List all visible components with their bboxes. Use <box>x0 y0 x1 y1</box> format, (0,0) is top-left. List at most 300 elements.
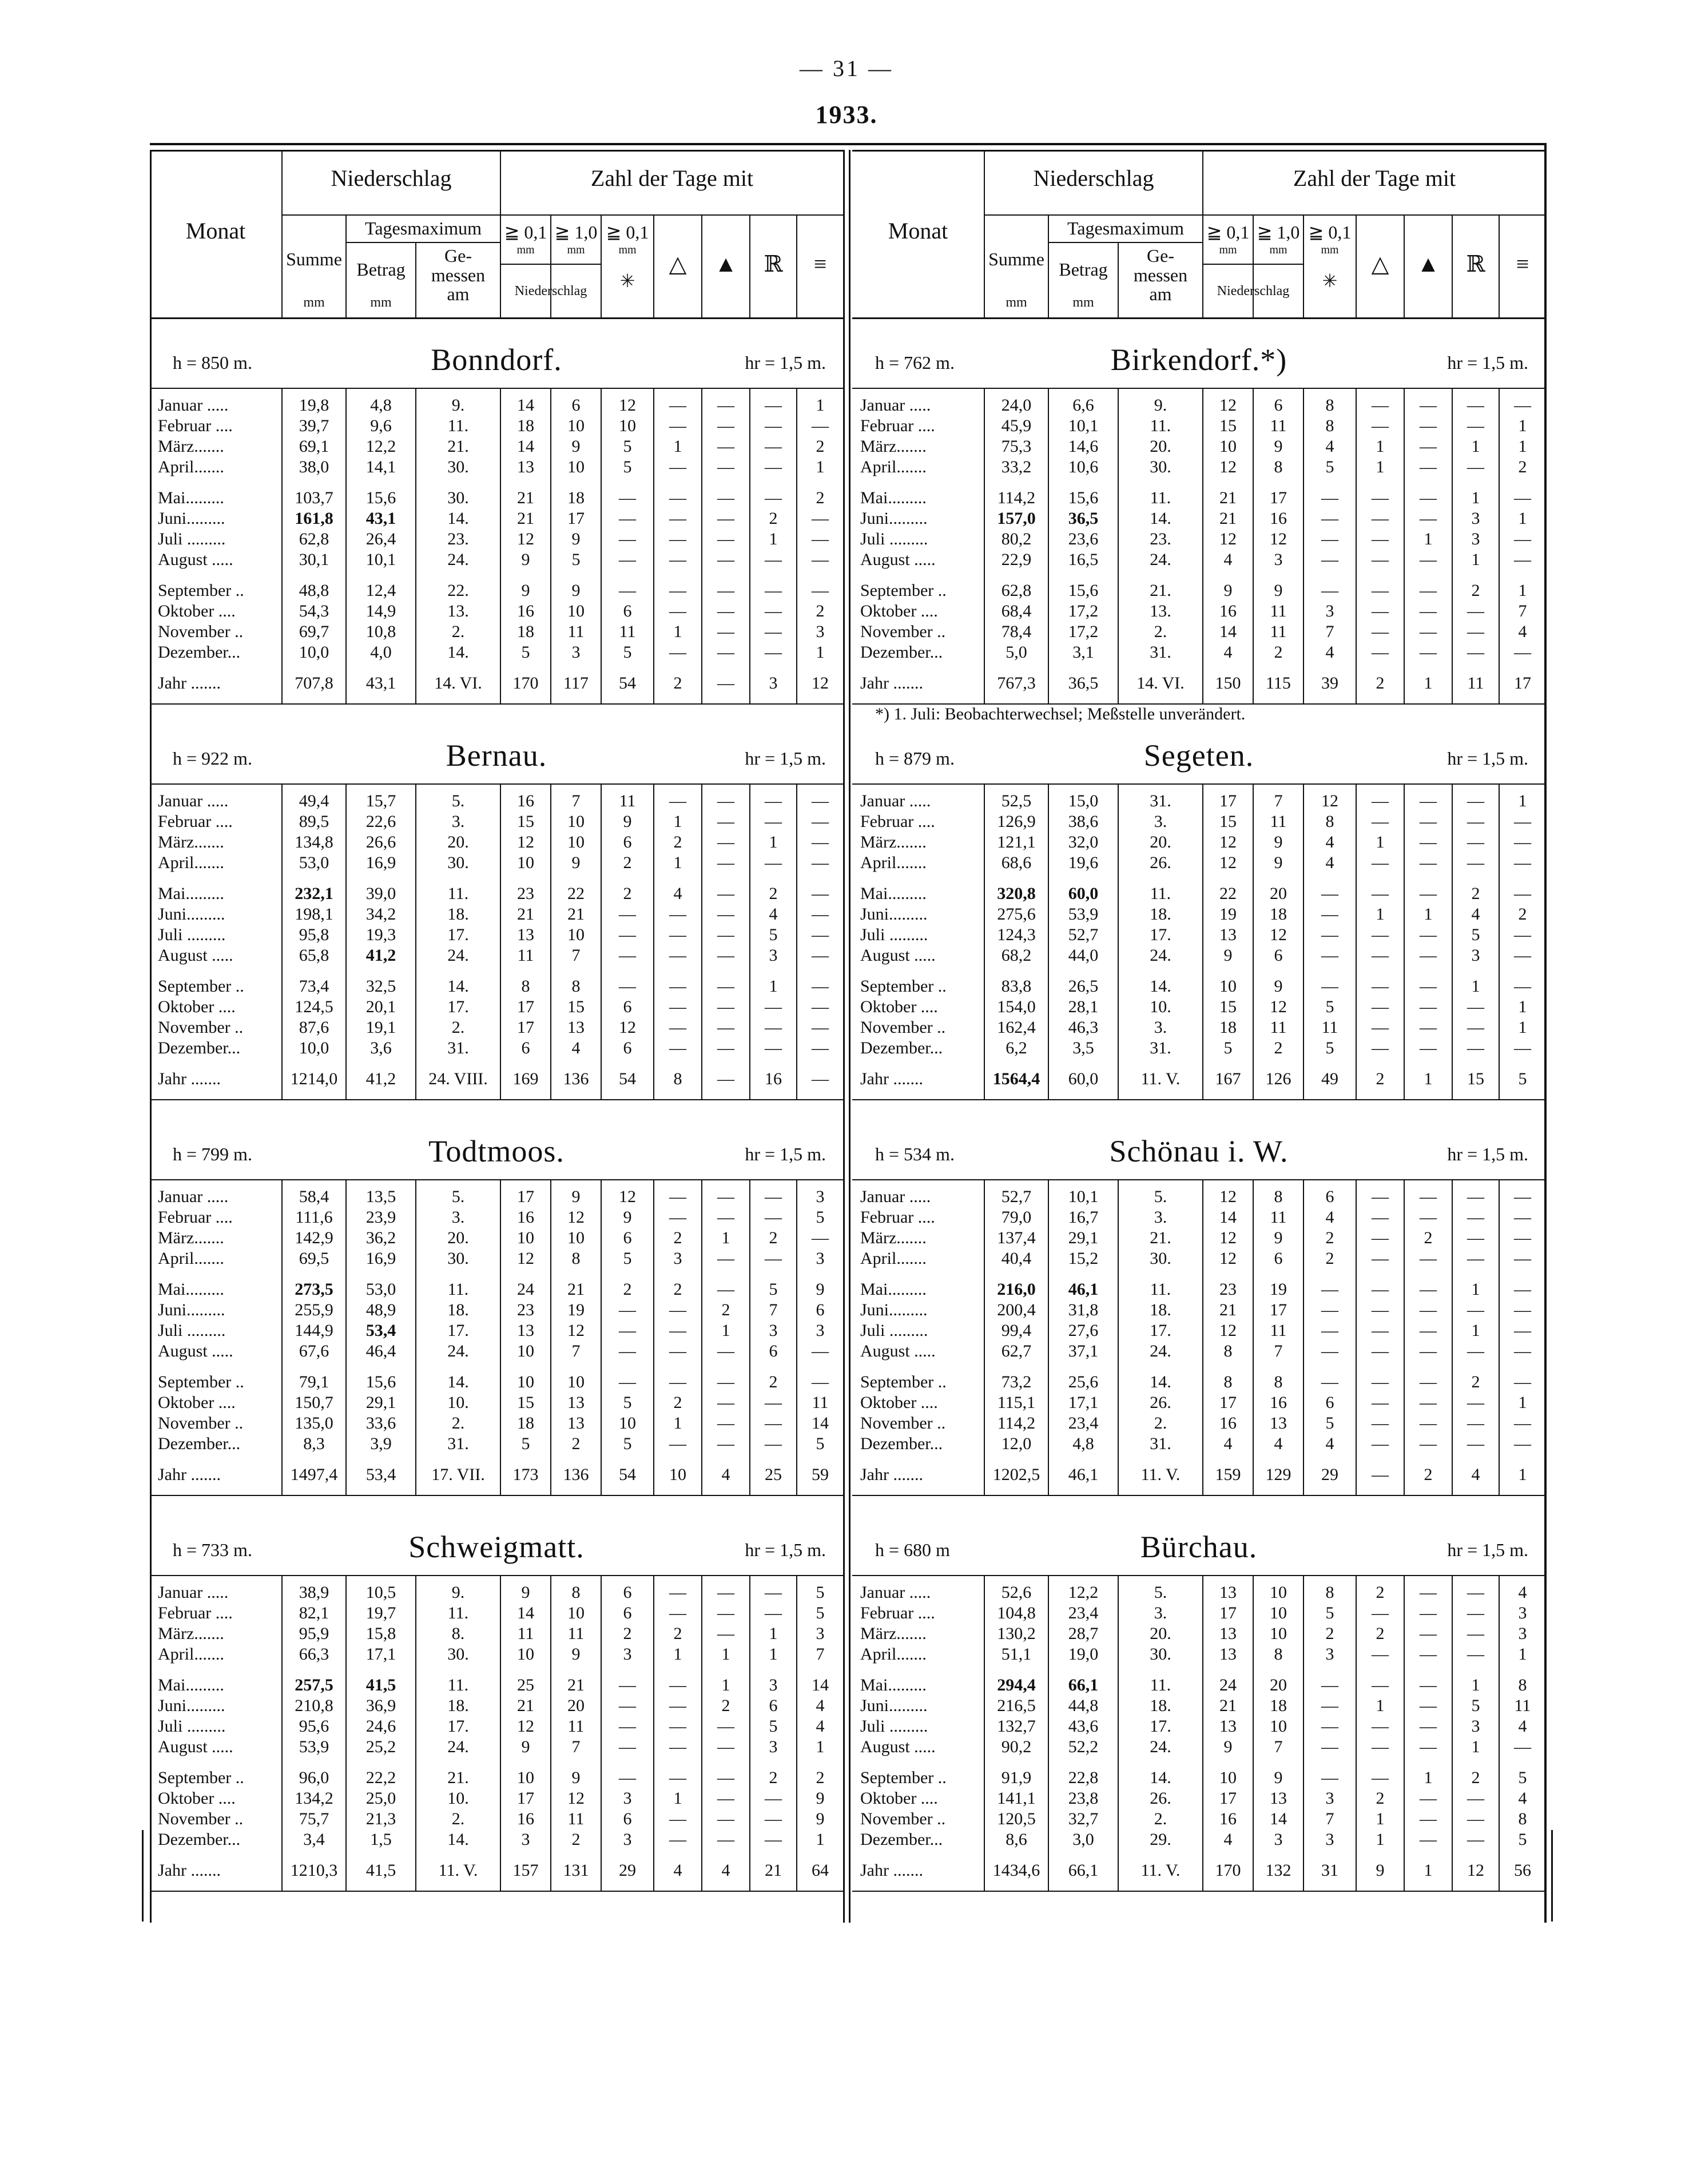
table-row <box>852 1342 1545 1362</box>
table-cell: 25 <box>517 1676 534 1694</box>
station-block <box>852 705 1545 1111</box>
table-cell: 9 <box>571 1645 581 1664</box>
table-cell: 67,6 <box>299 1342 329 1360</box>
table-cell: 255,9 <box>295 1300 333 1319</box>
table-cell: 137,4 <box>997 1228 1036 1247</box>
table-cell: — <box>669 1342 686 1360</box>
table-cell: 1,5 <box>370 1830 392 1849</box>
table-cell: — <box>717 812 734 831</box>
table-cell: 89,5 <box>299 812 329 831</box>
table-cell: 4 <box>1518 1789 1527 1808</box>
table-cell: — <box>765 396 782 415</box>
table-cell: 11 <box>1467 674 1484 693</box>
table-cell: — <box>812 997 829 1016</box>
table-cell: — <box>1420 1321 1437 1340</box>
table-cell: 6 <box>623 833 632 852</box>
table-cell: 20 <box>567 1696 585 1715</box>
table-cell: 9 <box>571 853 581 872</box>
table-cell: 13 <box>567 1393 585 1412</box>
table-row <box>852 1809 1545 1830</box>
table-cell: 6,2 <box>1006 1039 1027 1057</box>
table-cell: 129 <box>1265 1465 1291 1484</box>
table-cell: 4 <box>1518 1583 1527 1602</box>
table-cell: 135,0 <box>295 1414 333 1433</box>
table-cell: 51,1 <box>1001 1645 1032 1664</box>
table-cell: 15,7 <box>365 791 396 810</box>
table-cell: 3 <box>521 1830 530 1849</box>
table-cell: 16 <box>517 602 534 620</box>
table-cell: 5 <box>623 437 632 456</box>
table-cell: 1 <box>1518 791 1527 810</box>
table-cell: 5 <box>623 1249 632 1268</box>
month-label: August ..... <box>158 1342 233 1360</box>
table-cell: 13 <box>1219 1717 1237 1736</box>
table-cell: 6 <box>1274 396 1283 415</box>
month-label: Juli ......... <box>158 925 226 944</box>
table-cell: — <box>717 530 734 548</box>
month-label: Juli ......... <box>860 1321 928 1340</box>
table-cell: 18. <box>1150 1696 1171 1715</box>
table-cell: 2 <box>1471 884 1480 903</box>
table-row <box>852 905 1545 925</box>
table-cell: 65,8 <box>299 946 329 965</box>
table-cell: 54,3 <box>299 602 329 620</box>
table-cell: 5 <box>1518 1768 1527 1787</box>
table-cell: 1 <box>1518 437 1527 456</box>
table-cell: 12 <box>1270 997 1287 1016</box>
table-cell: — <box>812 550 829 569</box>
table-cell: 14 <box>1219 1208 1237 1227</box>
table-row <box>852 812 1545 833</box>
table-cell: 12 <box>1467 1861 1484 1880</box>
table-cell: 9 <box>521 1583 530 1602</box>
table-row <box>150 833 843 853</box>
table-cell: 10 <box>567 1604 585 1622</box>
station-rule <box>852 388 1545 389</box>
table-cell: — <box>1420 1809 1437 1828</box>
table-cell: 20. <box>447 1228 469 1247</box>
table-cell: 1 <box>1376 458 1385 476</box>
table-cell: 5 <box>816 1208 825 1227</box>
header-ge01-unit: mm <box>516 244 535 256</box>
table-cell: 31. <box>1150 1039 1171 1057</box>
table-cell: 2. <box>451 1414 465 1433</box>
table-cell: 22,8 <box>1068 1768 1099 1787</box>
table-cell: 1 <box>1518 581 1527 600</box>
table-cell: — <box>619 925 636 944</box>
table-cell: — <box>1372 1768 1389 1787</box>
table-row <box>852 925 1545 946</box>
month-label: November .. <box>860 622 946 641</box>
table-cell: 12 <box>619 1018 636 1037</box>
table-row <box>852 530 1545 550</box>
table-cell: 10 <box>567 1373 585 1391</box>
table-row <box>150 1414 843 1434</box>
table-cell: — <box>1420 396 1437 415</box>
table-cell: 9 <box>1376 1861 1385 1880</box>
table-cell: 5 <box>769 925 778 944</box>
table-cell: 150 <box>1215 674 1241 693</box>
table-cell: 3 <box>816 1321 825 1340</box>
table-cell: — <box>1420 1373 1437 1391</box>
station-hr: hr = 1,5 m. <box>1447 352 1528 373</box>
month-label: November .. <box>860 1414 946 1433</box>
station-bottom-rule <box>150 1891 843 1892</box>
month-label: Juni......... <box>860 1300 928 1319</box>
table-cell: 78,4 <box>1001 622 1032 641</box>
table-row <box>852 997 1545 1018</box>
table-cell: — <box>619 581 636 600</box>
table-cell: 10 <box>619 416 636 435</box>
table-cell: — <box>1467 1228 1484 1247</box>
table-cell: 257,5 <box>295 1676 333 1694</box>
header-summe: Summe <box>988 249 1044 269</box>
table-cell: 11. <box>1150 488 1171 507</box>
month-label: Dezember... <box>158 643 241 662</box>
table-cell: 17. <box>447 1321 469 1340</box>
table-cell: 12 <box>517 1717 534 1736</box>
table-cell: 5 <box>769 1280 778 1299</box>
table-cell: 216,5 <box>997 1696 1036 1715</box>
month-label: September .. <box>158 1373 244 1391</box>
table-cell: — <box>717 1208 734 1227</box>
table-cell: 1497,4 <box>290 1465 338 1484</box>
table-cell: 2 <box>721 1696 730 1715</box>
month-label: Juni......... <box>158 1696 225 1715</box>
table-cell: 11. <box>447 884 469 903</box>
table-cell: 5 <box>769 1717 778 1736</box>
table-cell: 2 <box>623 884 632 903</box>
table-cell: — <box>717 488 734 507</box>
table-cell: 15,0 <box>1068 791 1099 810</box>
table-cell: 19 <box>1219 905 1237 924</box>
table-row <box>150 1583 843 1604</box>
table-cell: — <box>765 1583 782 1602</box>
table-row <box>852 977 1545 997</box>
table-cell: — <box>1372 1717 1389 1736</box>
table-cell: — <box>812 1228 829 1247</box>
table-cell: — <box>619 1300 636 1319</box>
table-cell: 1 <box>721 1228 730 1247</box>
table-cell: 14. <box>447 1830 469 1849</box>
table-cell: 28,1 <box>1068 997 1099 1016</box>
thunder-icon: ℝ <box>1466 251 1485 277</box>
table-cell: — <box>1420 1187 1437 1206</box>
table-cell: 9 <box>1223 581 1233 600</box>
table-cell: 16,9 <box>365 1249 396 1268</box>
table-row <box>150 458 843 478</box>
table-cell: 18. <box>447 905 469 924</box>
table-cell: 13 <box>1219 1645 1237 1664</box>
table-cell: 2 <box>1424 1465 1433 1484</box>
table-cell: 17 <box>1270 1300 1287 1319</box>
month-label: Februar .... <box>860 1604 935 1622</box>
table-cell: — <box>1420 1696 1437 1715</box>
table-cell: 2 <box>1376 1583 1385 1602</box>
table-cell: 6 <box>623 1583 632 1602</box>
table-row <box>150 1393 843 1414</box>
table-cell: 53,4 <box>365 1465 396 1484</box>
table-cell: — <box>765 1830 782 1849</box>
table-cell: 10 <box>619 1414 636 1433</box>
table-cell: — <box>1467 1187 1484 1206</box>
table-cell: 5 <box>1325 1039 1334 1057</box>
table-cell: 79,1 <box>299 1373 329 1391</box>
table-cell: 3,9 <box>370 1434 392 1453</box>
table-cell: 1 <box>1471 1280 1480 1299</box>
table-cell: 26. <box>1150 853 1171 872</box>
triangle-filled-icon: ▲ <box>714 251 737 277</box>
table-cell: 1 <box>769 530 778 548</box>
table-cell: 14. <box>447 643 469 662</box>
table-cell: 17. <box>1150 925 1171 944</box>
table-cell: — <box>1420 977 1437 996</box>
table-cell: 2. <box>451 622 465 641</box>
station-name: Birkendorf.*) <box>1110 343 1287 377</box>
table-cell: 11. <box>447 1676 469 1694</box>
table-cell: 16,9 <box>365 853 396 872</box>
fog-icon: ≡ <box>1516 251 1529 277</box>
month-label: Oktober .... <box>158 602 236 620</box>
table-cell: 5. <box>451 791 465 810</box>
table-cell: 29. <box>1150 1830 1171 1849</box>
table-cell: 11. V. <box>1140 1861 1181 1880</box>
table-cell: — <box>717 509 734 528</box>
table-cell: 9 <box>521 550 530 569</box>
table-cell: 21. <box>1150 1228 1171 1247</box>
table-cell: — <box>812 509 829 528</box>
table-cell: — <box>1321 1280 1338 1299</box>
month-label: Januar ..... <box>860 791 931 810</box>
table-cell: 1 <box>1376 1809 1385 1828</box>
table-cell: 16 <box>765 1069 782 1088</box>
table-cell: — <box>669 488 686 507</box>
table-cell: 11 <box>1270 602 1287 620</box>
table-cell: 4 <box>1274 1434 1283 1453</box>
table-cell: 59 <box>812 1465 829 1484</box>
station-hr: hr = 1,5 m. <box>1447 748 1528 769</box>
table-row <box>852 1696 1545 1717</box>
table-cell: 8 <box>521 977 530 996</box>
table-cell: 38,6 <box>1068 812 1099 831</box>
table-cell: — <box>1372 396 1389 415</box>
month-label: März....... <box>860 1624 927 1643</box>
table-cell: 10 <box>1270 1717 1287 1736</box>
table-cell: 19,1 <box>365 1018 396 1037</box>
table-cell: 39,7 <box>299 416 329 435</box>
table-cell: 14 <box>517 1604 534 1622</box>
station-height: h = 680 m <box>875 1539 950 1560</box>
table-cell: 19,0 <box>1068 1645 1099 1664</box>
table-cell: 17. <box>447 997 469 1016</box>
table-cell: 11 <box>567 1717 585 1736</box>
table-row <box>852 1187 1545 1208</box>
station-block <box>852 319 1545 715</box>
table-cell: 87,6 <box>299 1018 329 1037</box>
table-cell: 17. <box>447 1717 469 1736</box>
table-cell: 162,4 <box>997 1018 1036 1037</box>
header-betrag: Betrag <box>356 259 406 280</box>
table-cell: — <box>1514 1228 1531 1247</box>
table-cell: 3 <box>1325 1789 1334 1808</box>
table-cell: — <box>1372 1393 1389 1412</box>
header-sep <box>283 214 843 216</box>
table-cell: 11 <box>619 791 636 810</box>
table-cell: — <box>717 1768 734 1787</box>
table-cell: 46,1 <box>1068 1280 1099 1299</box>
table-cell: 21 <box>567 905 585 924</box>
table-cell: 13 <box>1270 1789 1287 1808</box>
table-cell: 1 <box>721 1321 730 1340</box>
table-cell: 90,2 <box>1001 1737 1032 1756</box>
table-cell: — <box>1321 1321 1338 1340</box>
table-cell: 11 <box>1270 416 1287 435</box>
table-cell: — <box>1467 1434 1484 1453</box>
table-cell: — <box>669 997 686 1016</box>
table-cell: 21 <box>517 1696 534 1715</box>
table-cell: — <box>669 1830 686 1849</box>
table-cell: 3 <box>769 674 778 693</box>
table-cell: 56 <box>1514 1861 1531 1880</box>
table-cell: 11. <box>447 1280 469 1299</box>
table-cell: — <box>1420 416 1437 435</box>
table-cell: 8 <box>1223 1342 1233 1360</box>
table-cell: 14. VI. <box>434 674 482 693</box>
header-niederschlag-small: Niederschlag <box>1217 284 1290 299</box>
table-cell: 26,6 <box>365 833 396 852</box>
table-cell: — <box>812 1018 829 1037</box>
table-cell: — <box>619 530 636 548</box>
table-cell: 7 <box>769 1300 778 1319</box>
table-cell: 5 <box>521 643 530 662</box>
table-row <box>852 1228 1545 1249</box>
table-cell: 3,6 <box>370 1039 392 1057</box>
table-cell: — <box>717 437 734 456</box>
station-name: Bürchau. <box>1140 1530 1258 1564</box>
table-cell: 157,0 <box>997 509 1036 528</box>
table-cell: — <box>1467 1018 1484 1037</box>
table-cell: — <box>1467 812 1484 831</box>
page-number: — 31 — <box>800 55 893 81</box>
table-cell: — <box>1420 1414 1437 1433</box>
thunder-icon: ℝ <box>764 251 783 277</box>
table-cell: 23. <box>447 530 469 548</box>
month-label: Oktober .... <box>860 602 938 620</box>
table-row <box>852 437 1545 458</box>
table-row <box>852 833 1545 853</box>
table-cell: — <box>1420 1676 1437 1694</box>
table-cell: — <box>717 1280 734 1299</box>
table-cell: 1 <box>1376 1830 1385 1849</box>
month-label: Jahr ....... <box>860 1861 923 1880</box>
table-cell: 3. <box>1154 1018 1167 1037</box>
table-cell: 11. V. <box>1140 1069 1181 1088</box>
table-cell: 38,0 <box>299 458 329 476</box>
table-cell: 3 <box>1518 1604 1527 1622</box>
table-cell: 64 <box>812 1861 829 1880</box>
table-cell: — <box>1372 812 1389 831</box>
table-cell: — <box>1467 833 1484 852</box>
table-cell: 73,4 <box>299 977 329 996</box>
table-cell: 1 <box>816 1830 825 1849</box>
table-cell: 14 <box>517 396 534 415</box>
table-cell: — <box>619 1321 636 1340</box>
table-cell: 8 <box>1274 458 1283 476</box>
table-cell: — <box>1372 1604 1389 1622</box>
table-cell: 169 <box>512 1069 539 1088</box>
table-cell: 66,1 <box>1068 1861 1099 1880</box>
table-cell: 136 <box>563 1069 589 1088</box>
table-cell: — <box>669 1321 686 1340</box>
station-hr: hr = 1,5 m. <box>745 748 826 769</box>
table-cell: — <box>765 1789 782 1808</box>
table-cell: — <box>1467 1342 1484 1360</box>
header-niederschlag: Niederschlag <box>331 165 452 191</box>
table-cell: 1 <box>1424 1069 1433 1088</box>
table-cell: — <box>1467 1645 1484 1664</box>
table-row <box>852 1321 1545 1342</box>
table-cell: — <box>1372 550 1389 569</box>
table-cell: 1 <box>769 833 778 852</box>
table-cell: 22,6 <box>365 812 396 831</box>
month-label: Februar .... <box>158 812 233 831</box>
table-cell: 44,0 <box>1068 946 1099 965</box>
station-block <box>852 1111 1545 1506</box>
table-cell: — <box>619 1676 636 1694</box>
table-cell: 11. <box>447 416 469 435</box>
table-row <box>852 1300 1545 1321</box>
table-cell: 12 <box>1219 853 1237 872</box>
table-cell: — <box>717 602 734 620</box>
table-cell: 8 <box>1274 1645 1283 1664</box>
table-row <box>852 884 1545 905</box>
month-label: März....... <box>158 1624 224 1643</box>
table-row <box>852 458 1545 478</box>
table-cell: — <box>1514 1187 1531 1206</box>
table-cell: 21 <box>1219 488 1237 507</box>
table-cell: 19,3 <box>365 925 396 944</box>
table-cell: 2 <box>769 509 778 528</box>
table-cell: 18. <box>447 1696 469 1715</box>
station-bottom-rule <box>852 1099 1545 1100</box>
table-cell: — <box>1420 1624 1437 1643</box>
table-cell: — <box>765 1414 782 1433</box>
table-cell: 114,2 <box>997 488 1036 507</box>
table-cell: 4 <box>1325 437 1334 456</box>
table-cell: 3 <box>623 1789 632 1808</box>
table-cell: — <box>1372 1280 1389 1299</box>
table-cell: 82,1 <box>299 1604 329 1622</box>
table-cell: 707,8 <box>295 674 333 693</box>
table-cell: 9 <box>521 1737 530 1756</box>
table-cell: 273,5 <box>295 1280 333 1299</box>
table-cell: — <box>1372 1373 1389 1391</box>
month-label: Mai......... <box>158 884 224 903</box>
table-cell: 24. <box>1150 946 1171 965</box>
table-cell: 45,9 <box>1001 416 1032 435</box>
table-cell: 18 <box>1270 905 1287 924</box>
table-cell: — <box>717 1624 734 1643</box>
month-label: November .. <box>158 622 244 641</box>
table-cell: — <box>1467 1830 1484 1849</box>
table-cell: — <box>1420 884 1437 903</box>
month-label: Dezember... <box>158 1434 241 1453</box>
table-cell: 16 <box>1219 602 1237 620</box>
table-cell: 17 <box>567 509 585 528</box>
table-cell: 2 <box>623 1280 632 1299</box>
station-rule <box>150 1179 843 1180</box>
month-label: Januar ..... <box>158 1583 229 1602</box>
